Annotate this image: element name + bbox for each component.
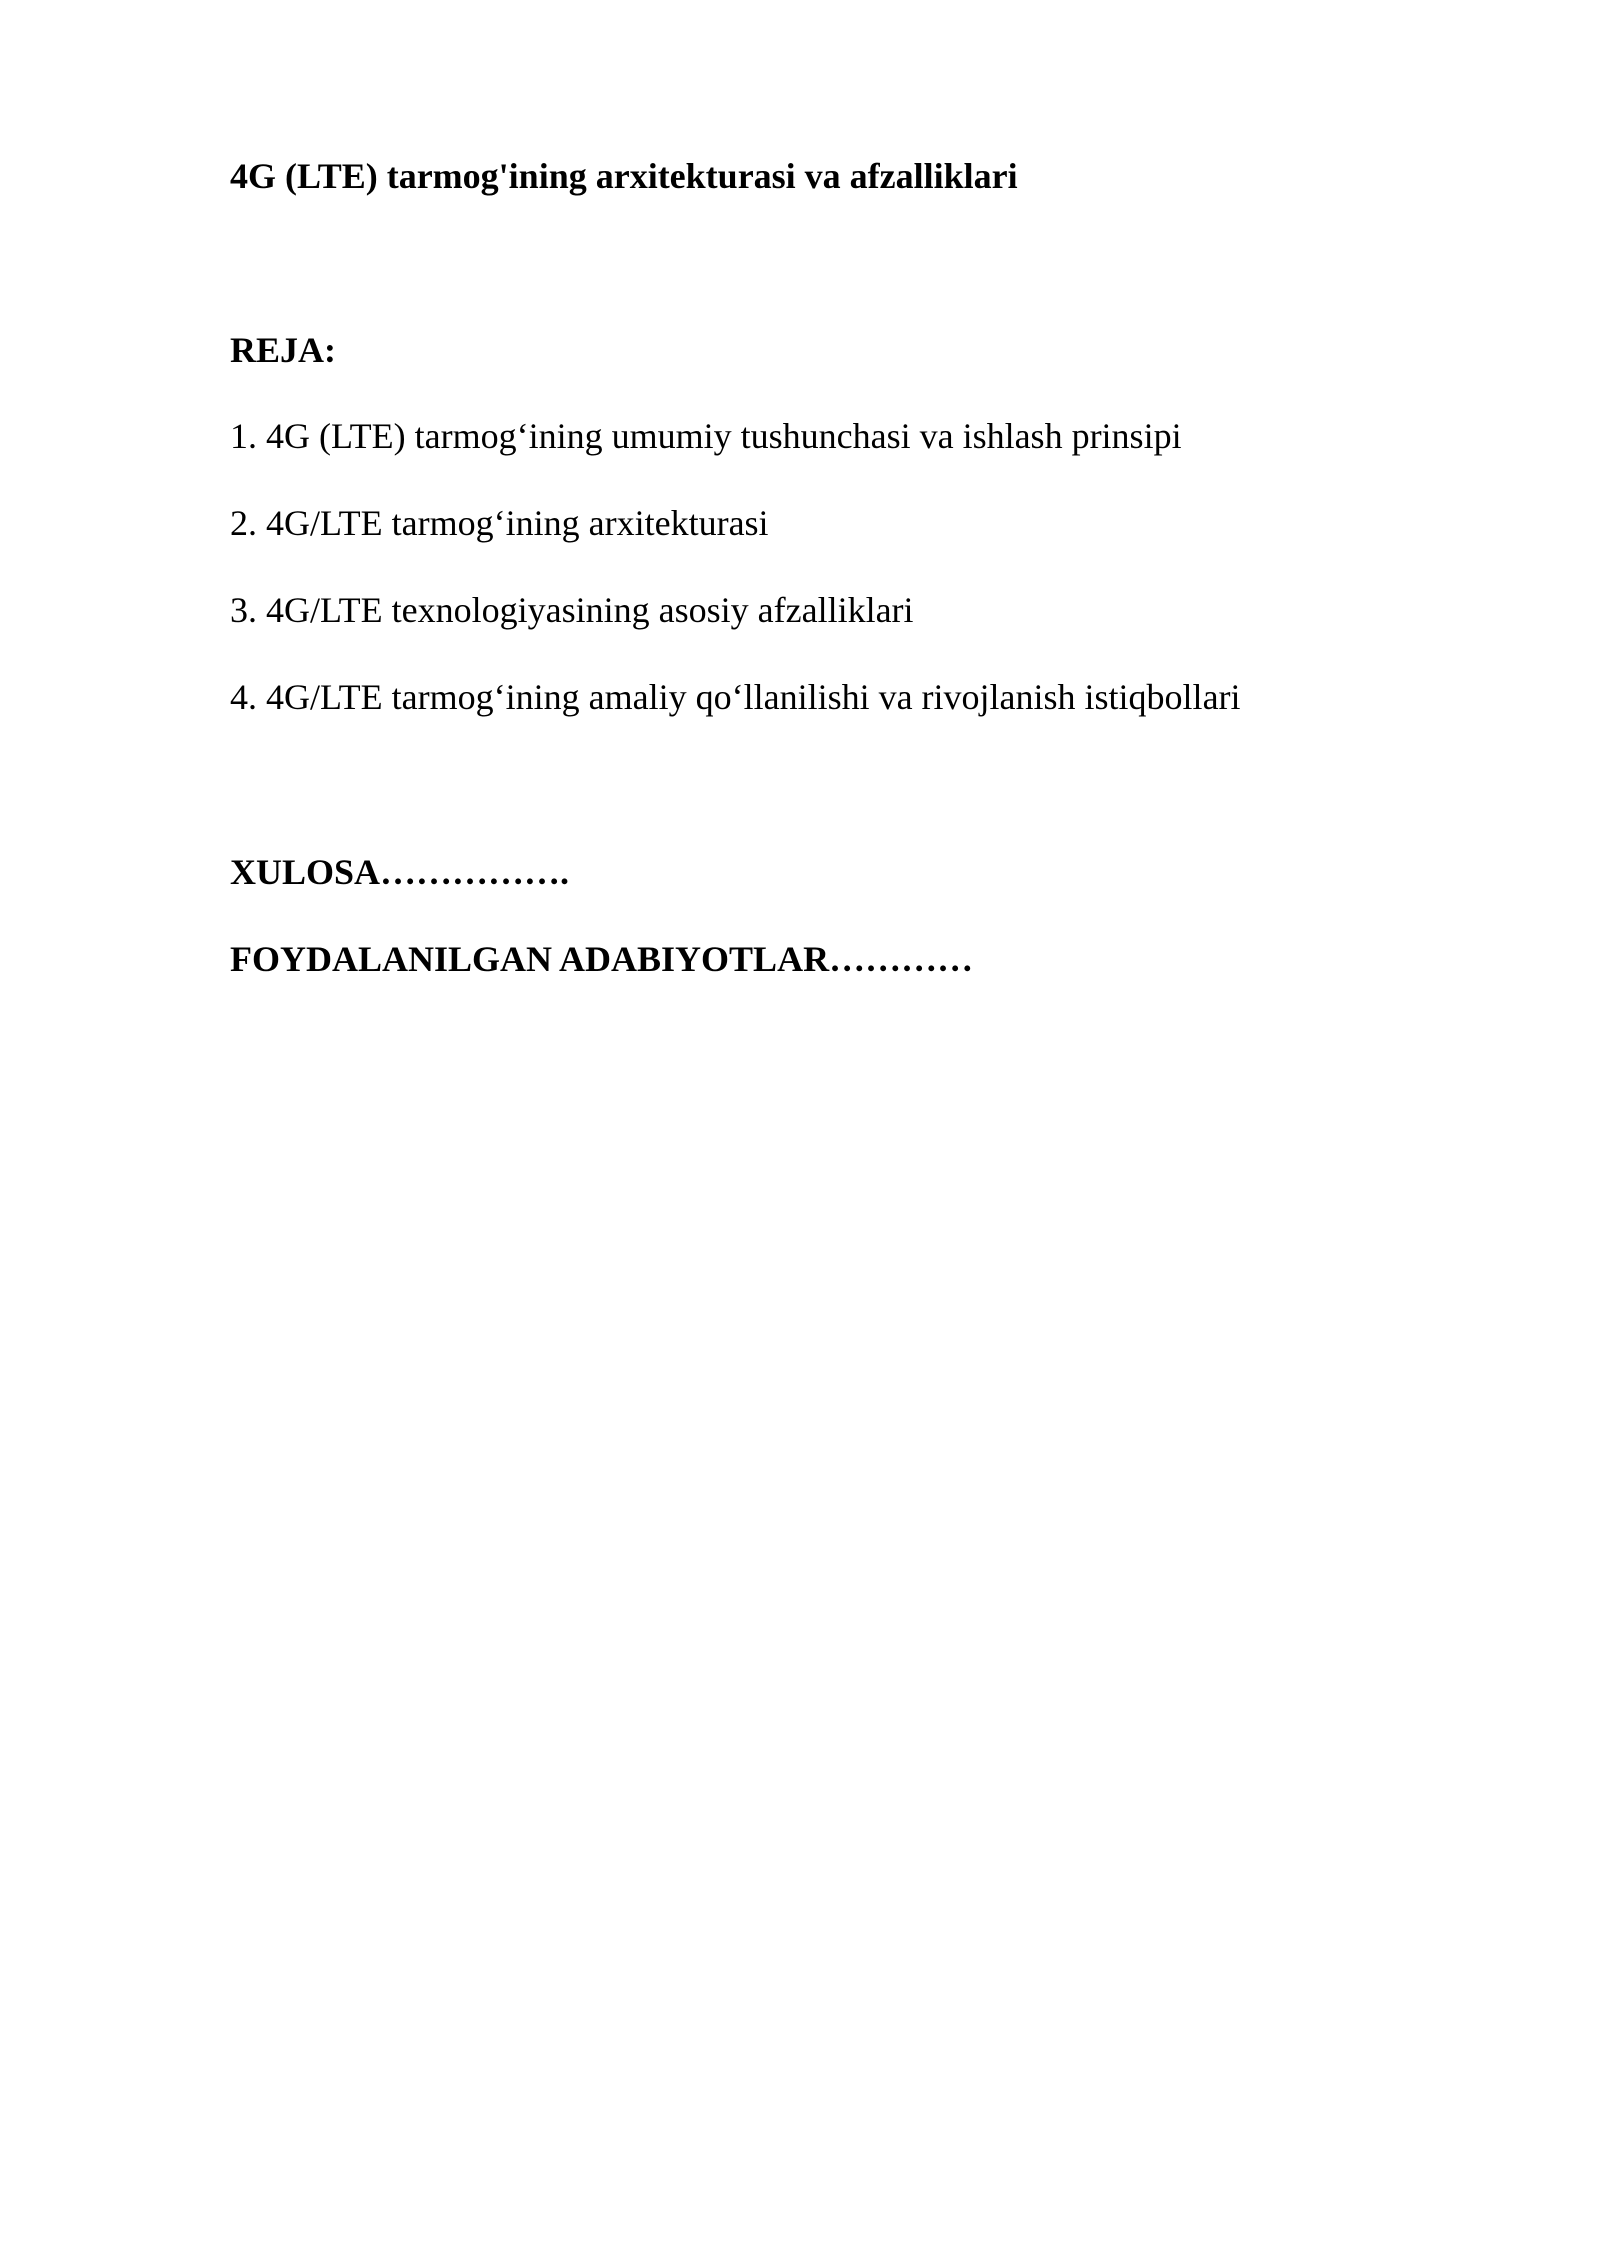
references-heading: FOYDALANILGAN ADABIYOTLAR…………: [230, 939, 974, 979]
plan-item: 4. 4G/LTE tarmog‘ining amaliy qo‘llanilishi va rivojlanish istiqbollari: [230, 677, 1241, 717]
plan-heading: REJA:: [230, 330, 336, 370]
plan-item: 1. 4G (LTE) tarmog‘ining umumiy tushunchasi va ishlash prinsipi: [230, 416, 1182, 456]
document-title: 4G (LTE) tarmog'ining arxitekturasi va afzalliklari: [230, 156, 1018, 196]
plan-item: 3. 4G/LTE texnologiyasining asosiy afzalliklari: [230, 590, 914, 630]
conclusion-heading: XULOSA…………….: [230, 852, 570, 892]
plan-item: 2. 4G/LTE tarmog‘ining arxitekturasi: [230, 503, 769, 543]
